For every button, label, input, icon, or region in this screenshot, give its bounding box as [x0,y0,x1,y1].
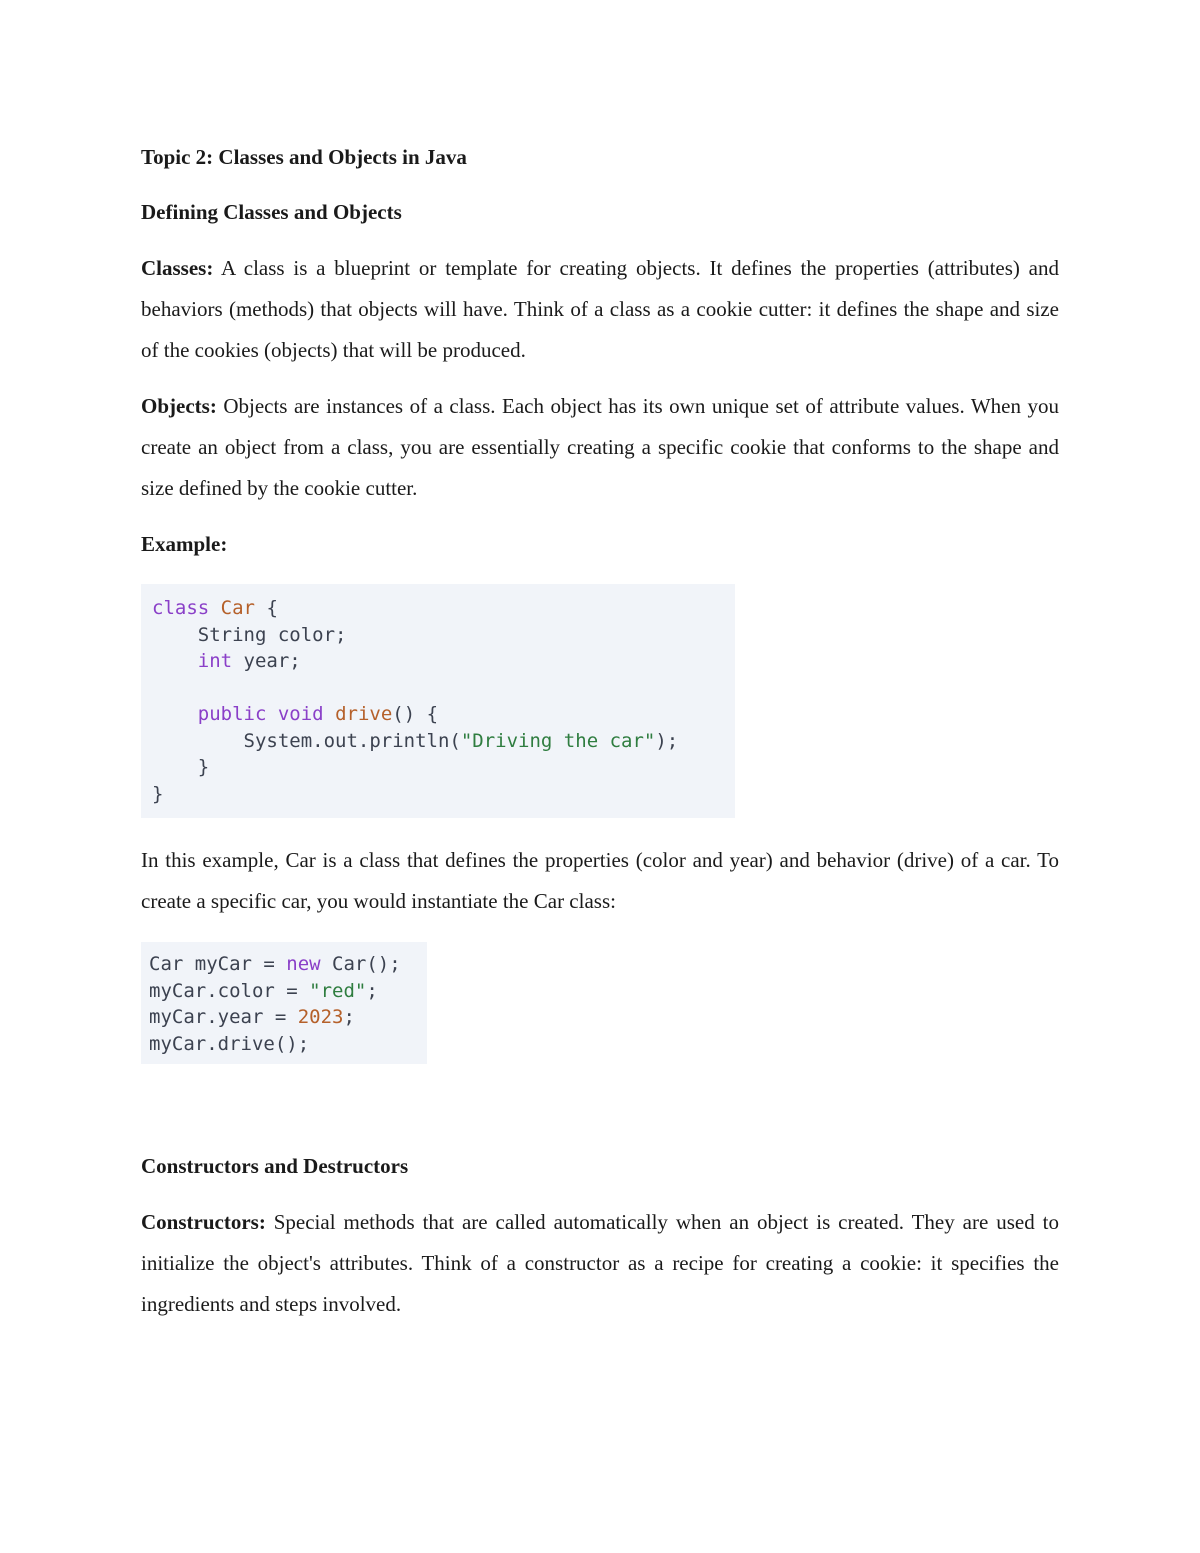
page-title: Topic 2: Classes and Objects in Java [141,145,467,169]
code-block-class-car [141,584,735,818]
objects-paragraph [141,386,1059,509]
code-line: myCar.color = "red"; [149,979,378,1002]
code-line: int year; [197,650,301,672]
code-line: myCar.year = 2023; [149,1006,355,1028]
objects-label: Objects: [141,394,217,418]
code-line: class Car { [152,597,278,619]
constructors-label: Constructors: [141,1210,266,1234]
section-heading-defining: Defining Classes and Objects [141,200,402,224]
code-line-blank [152,675,735,702]
code-line: } [152,782,164,805]
code-line: Car myCar = new Car(); [149,953,401,975]
code-line: } [197,756,210,778]
code-line: System.out.println("Driving the car"); [243,729,679,752]
section-heading-constructors: Constructors and Destructors [141,1154,409,1178]
after-code-paragraph: In this example, Car is a class that defines the properties (color and year) and behavior (drive) of a car. To create a specific car, you would instantiate the Car class: [141,848,1059,913]
classes-text: A class is a blueprint or template for creating objects. It defines the properties (attributes) and behaviors (methods) that objects will have. Think of a class as a cookie cutter: it defines the shape and size of the cookies (objects) that will be produced. [141,256,1059,362]
code-line: String color; [197,623,347,646]
code-line: public void drive() { [197,703,439,725]
constructors-text: Special methods that are called automatically when an object is created. They are used to initialize the object's attributes. Think of a constructor as a recipe for creating a cookie: it specifies the ingredients and steps involved. [141,1210,1059,1316]
example-label: Example: [141,532,228,556]
classes-label: Classes: [141,256,214,280]
classes-paragraph [141,248,1059,371]
code-line: myCar.drive(); [149,1032,310,1055]
objects-text: Objects are instances of a class. Each object has its own unique set of attribute values. When you create an object from a class, you are essentially creating a specific cookie that conforms to the shape and size defined by the cookie cutter. [141,394,1059,500]
constructors-paragraph [141,1202,1059,1325]
code-block-instantiate [141,942,427,1064]
